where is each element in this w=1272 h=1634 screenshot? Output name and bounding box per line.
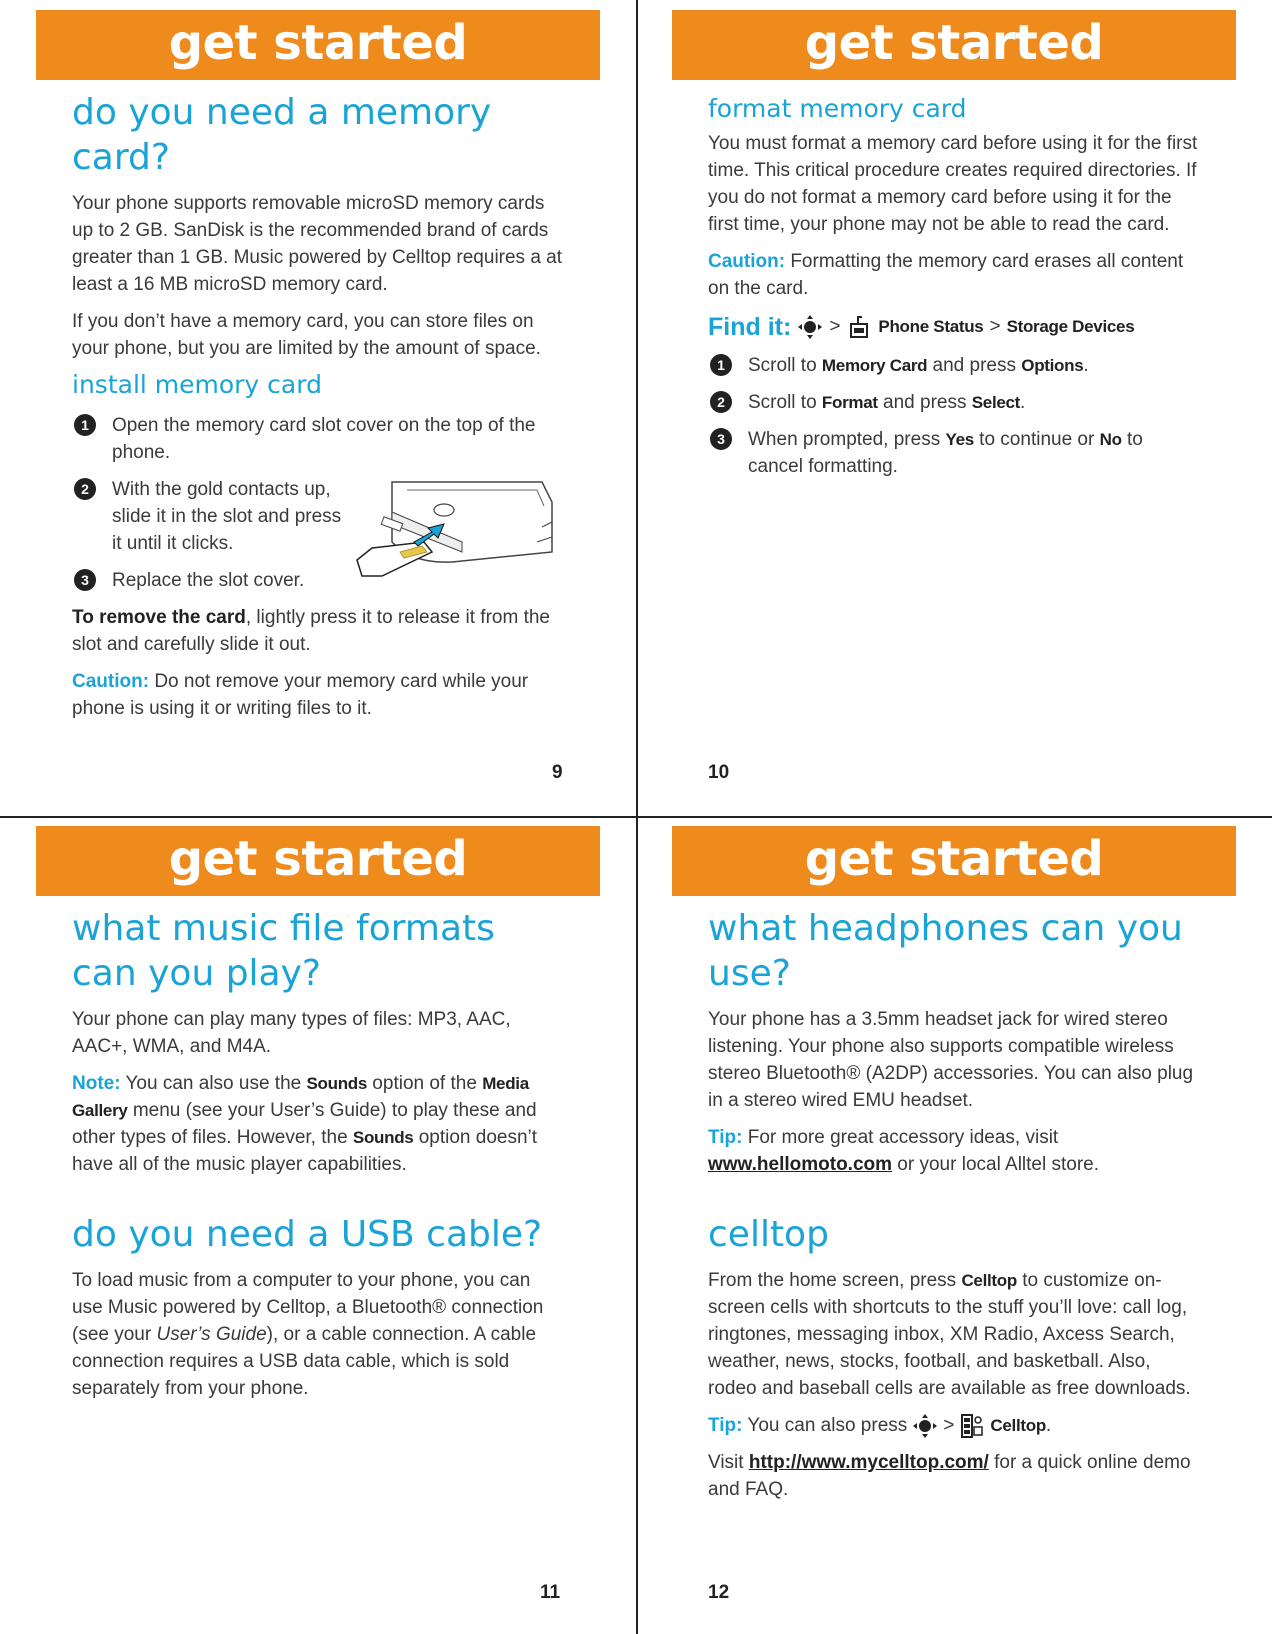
- note-paragraph: Note: You can also use the Sounds option of the Media Gallery menu (see your User’s Guide) to play these and other types of files. However, the Sounds option doesn’t have all of the music player capabilities.: [72, 1073, 538, 1175]
- step-2: 2 Scroll to Format and press Select.: [708, 389, 1200, 416]
- page-banner: get started: [36, 826, 600, 896]
- section-subtitle: install memory card: [72, 370, 322, 399]
- page-10: [672, 0, 1272, 783]
- page-number: 11: [540, 1582, 561, 1603]
- step-number-icon: 1: [710, 354, 732, 376]
- page-number: 10: [708, 762, 730, 783]
- step-number-icon: 3: [74, 569, 96, 591]
- caution-paragraph: Caution: Formatting the memory card erases all content on the card.: [708, 251, 1184, 299]
- step-3: 3 When prompted, press Yes to continue or No to cancel formatting.: [708, 426, 1200, 480]
- page-title: do you need a memory card?: [72, 92, 492, 178]
- section-title: celltop: [708, 1214, 829, 1255]
- caution-paragraph: Caution: Do not remove your memory card while your phone is using it or writing files to it.: [72, 671, 529, 719]
- page-title: what headphones can you use?: [708, 908, 1183, 994]
- step-number-icon: 1: [74, 414, 96, 436]
- remove-card-paragraph: To remove the card, lightly press it to release it from the slot and carefully slide it out.: [72, 607, 550, 655]
- tip-paragraph: Tip: For more great accessory ideas, visit www.hellomoto.com or your local Alltel store.: [708, 1127, 1100, 1175]
- step-number-icon: 2: [710, 391, 732, 413]
- celltop-paragraph: From the home screen, press Celltop to customize on-screen cells with shortcuts to the stuff you’ll love: call log, ringtones, messaging inbox, XM Radio, Axcess Search, weather, news, stocks, football, and basketball. Also, rodeo and baseball cells are available as free downloads.: [708, 1270, 1191, 1399]
- step-number-icon: 2: [74, 478, 96, 500]
- horizontal-divider: [0, 816, 1272, 818]
- page-12: [672, 826, 1272, 1603]
- page-title: format memory card: [708, 94, 967, 123]
- step-1: 1 Open the memory card slot cover on the top of the phone.: [72, 412, 564, 466]
- memory-card-illustration: [352, 472, 562, 582]
- tip-paragraph: Tip: You can also press > Celltop.: [708, 1412, 1200, 1439]
- paragraph: Your phone can play many types of files: MP3, AAC, AAC+, WMA, and M4A.: [72, 1009, 511, 1057]
- page-9: [36, 0, 636, 783]
- page-banner: get started: [672, 10, 1236, 80]
- page-banner: get started: [672, 826, 1236, 896]
- page-title: what music file formats can you play?: [72, 908, 495, 994]
- visit-paragraph: Visit http://www.mycelltop.com/ for a quick online demo and FAQ.: [708, 1452, 1191, 1500]
- hellomoto-link[interactable]: www.hellomoto.com: [708, 1154, 893, 1175]
- step-3: 3 Replace the slot cover.: [72, 567, 342, 594]
- phone-status-icon: [846, 314, 872, 340]
- usb-paragraph: To load music from a computer to your phone, you can use Music powered by Celltop, a Bluetooth® connection (see your User’s Guide), or a cable connection. A cable connection requires a USB data cable, which is sold separately from your phone.: [72, 1270, 544, 1399]
- page-11: [36, 826, 636, 1603]
- paragraph: You must format a memory card before using it for the first time. This critical procedure creates required directories. If you do not format a memory card before using it for the first time, your phone may not be able to read the card.: [708, 133, 1198, 235]
- section-title: do you need a USB cable?: [72, 1214, 543, 1255]
- nav-key-icon: [912, 1413, 938, 1439]
- step-number-icon: 3: [710, 428, 732, 450]
- page-banner: get started: [36, 10, 600, 80]
- celltop-icon: [959, 1413, 985, 1439]
- step-2: 2 With the gold contacts up, slide it in the slot and press it until it clicks.: [72, 476, 342, 557]
- page-number: 9: [552, 762, 563, 783]
- paragraph: Your phone has a 3.5mm headset jack for wired stereo listening. Your phone also supports compatible wireless stereo Bluetooth® (A2DP) accessories. You can also plug in a stereo wired EMU headset.: [708, 1009, 1194, 1111]
- paragraph: If you don’t have a memory card, you can store files on your phone, but you are limited by the amount of space.: [72, 311, 541, 359]
- find-it-path: Find it: > Phone Status > Storage Devices: [708, 313, 1135, 341]
- nav-key-icon: [797, 314, 823, 340]
- page-number: 12: [708, 1582, 730, 1603]
- mycelltop-link[interactable]: http://www.mycelltop.com/: [748, 1452, 989, 1473]
- step-1: 1 Scroll to Memory Card and press Options.: [708, 352, 1200, 379]
- paragraph: Your phone supports removable microSD memory cards up to 2 GB. SanDisk is the recommended brand of cards greater than 1 GB. Music powered by Celltop requires a at least a 16 MB microSD memory card.: [72, 193, 563, 295]
